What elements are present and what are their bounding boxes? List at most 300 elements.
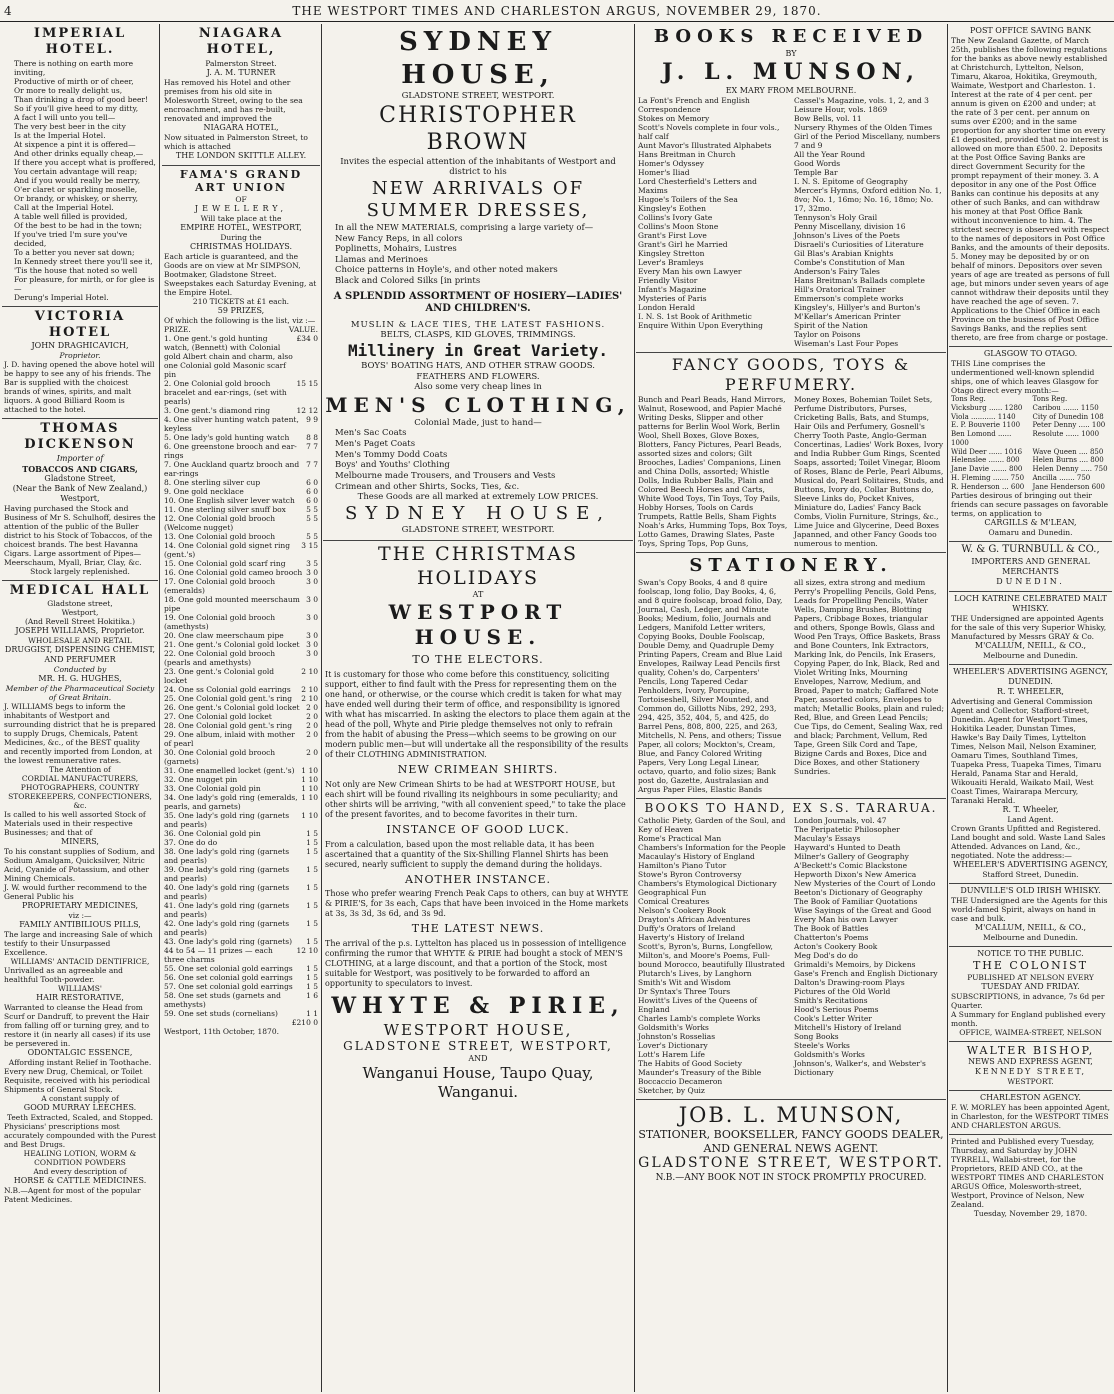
prize-value: 3 0: [306, 640, 318, 649]
ad-line: WILLIAMS' ANTACID DENTIFRICE,: [10, 956, 150, 966]
ad-line: BELTS, CLASPS, KID GLOVES, TRIMMINGS.: [380, 330, 576, 341]
prize-value: 3 0: [306, 568, 318, 577]
list-item: Spirit of the Nation: [794, 321, 868, 330]
table-cell: Jane Henderson 600: [1032, 482, 1105, 491]
ad-line: FAMILY ANTIBILIOUS PILLS,: [19, 919, 141, 929]
list-item: Catholic Piety, Garden of the Soul, and Key of Heaven: [638, 815, 786, 834]
list-item: Hepworth Dixon's New America: [794, 869, 917, 879]
list-item: Grant's Girl he Married: [638, 240, 728, 249]
ad-heading: WHEELER'S ADVERTISING AGENCY, DUNEDIN.: [953, 666, 1108, 686]
ad-line: NIAGARA HOTEL,: [203, 122, 279, 132]
table-cell: Wave Queen .... 850: [1032, 447, 1104, 456]
ad-line: Teeth Extracted, Scaled, and Stopped.: [6, 1112, 154, 1122]
list-item: Crimean and other Shirts, Socks, Ties, &c.: [335, 481, 520, 492]
ad-body: Has removed his Hotel and other premises from his old site in Molesworth Street, owing to the sea encroachment, and has re-built, renovated and improved the: [164, 77, 303, 123]
list-item: Grant's First Love: [638, 231, 707, 240]
tararua-list: [638, 816, 944, 1095]
prize-name: 25. One Colonial gold gent.'s ring: [164, 694, 293, 703]
proprietor-name: JOHN DRAGHICAVICH,: [31, 341, 129, 350]
prize-value: 2 0: [306, 712, 318, 721]
ad-body: Of which the following is the list, viz :—: [164, 316, 316, 325]
list-item: Lord Chesterfield's Letters and Maxims: [638, 177, 757, 195]
ad-address: GLADSTONE STREET, WESTPORT.: [638, 1155, 944, 1172]
ad-line: A SPLENDID ASSORTMENT OF HOSIERY—LADIES' AND CHILDREN'S.: [333, 290, 623, 315]
ad-heading: LOCH KATRINE CELEBRATED MALT WHISKY.: [954, 593, 1107, 613]
poem: [4, 59, 156, 302]
table-cell: Caribou ....... 1150: [1032, 403, 1099, 412]
ad-line: MR. H. G. HUGHES,: [38, 673, 122, 683]
table-row: [164, 703, 318, 712]
table-row: [164, 829, 318, 838]
column-rule: [159, 24, 160, 1392]
prize-value: 3 0: [306, 595, 318, 604]
list-item: Mysteries of Paris: [638, 294, 707, 303]
prize-value: 15 15: [296, 379, 318, 388]
table-row: [164, 919, 318, 937]
ad-body: Advertising and General Commission Agent and Collector, Stafford-street, Dunedin. Agent for Westport Times, Hokitika Leader, Dunstan Times, Hawke's Bay Daily Times, Lyttelton Times, Nelson Mail, Nelson Examiner, Oamaru Times, Southland Times, Tuapeka Press, Tuapeka Times, Timaru Herald, Panama Star and Herald, Wikouaiti Herald, Waikato Mail, West Coast Times, Wairarapa Mercury, Taranaki Herald.: [951, 696, 1102, 805]
list-item: Sketcher, by Quiz: [638, 1085, 705, 1095]
book-list-left: [638, 96, 788, 348]
table-row: [164, 982, 318, 991]
ad-line: MEN'S CLOTHING,: [325, 392, 631, 417]
poem-line: Or brandy, or whiskey, or sherry,: [14, 193, 138, 203]
ad-line: A constant supply of: [41, 1093, 119, 1103]
prize-name: 35. One lady's gold ring (garnets and pearls): [164, 811, 290, 829]
list-item: New Fancy Reps, in all colors: [335, 233, 463, 244]
table-row: [164, 838, 318, 847]
ad-body: N.B.—Agent for most of the popular Patent Medicines.: [4, 1185, 141, 1204]
list-item: Milner's Gallery of Geography: [794, 851, 909, 861]
dunville-ad: [949, 884, 1112, 947]
section-heading: TO THE ELECTORS.: [412, 653, 544, 667]
list-item: Johnson's Lives of the Poets: [794, 231, 900, 240]
ad-line: Oamaru and Dunedin.: [988, 528, 1073, 538]
ad-sub: Importer of: [56, 453, 104, 463]
prize-value: 2 10: [301, 685, 318, 694]
ad-body: Unrivalled as an agreeable and healthful Tooth-powder.: [4, 965, 123, 984]
coat-list: [325, 428, 631, 492]
list-item: Chambers's Information for the People: [638, 842, 786, 852]
list-item: La Font's French and English Correspondence: [638, 96, 750, 114]
ad-line: HEALING LOTION, WORM & CONDITION POWDERS: [23, 1148, 137, 1167]
list-item: Taylor on Poisons: [794, 330, 861, 339]
ad-body: From a calculation, based upon the most reliable data, it has been ascertained that a quantity of the Six-Shilling Flannel Shirts has been secured, nearly sufficient to supply the demand during the holidays.: [325, 839, 609, 869]
list-item: Cook's Letter Writer: [794, 1013, 872, 1023]
ad-line: PROPRIETARY MEDICINES,: [21, 900, 139, 910]
prize-value: 6 0: [306, 478, 318, 487]
list-item: Dalton's Drawing-room Plays: [794, 977, 905, 987]
list-item: Song Books: [794, 1031, 839, 1041]
ad-line: SYDNEY HOUSE,: [345, 502, 611, 524]
list-item: Smith's Wit and Wisdom: [638, 977, 731, 987]
ad-line: viz :—: [68, 910, 92, 920]
ad-body: Now situated in Palmerston Street, to which is attached: [164, 132, 308, 151]
list-item: Stowe's Byron Controversy: [638, 869, 742, 879]
poem-line: 'Tis the house that noted so well: [14, 265, 138, 275]
prize-name: 27. One Colonial gold locket: [164, 712, 272, 721]
prize-name: 36. One Colonial gold pin: [164, 829, 261, 838]
prize-value: 3 0: [306, 649, 318, 658]
ad-body: Crown Grants Upfitted and Registered. Land bought and sold. Waste Land Sales Attended. Advances on Land, &c., negotiated. Note the address:—: [951, 823, 1106, 860]
ad-line: Melbourne and Dunedin.: [983, 650, 1078, 660]
prize-value: 1 10: [301, 784, 318, 793]
ad-address: Palmerston Street.: [205, 58, 277, 68]
ad-heading: VICTORIA HOTEL: [34, 308, 126, 340]
prize-name: 18. One gold mounted meerschaum pipe: [164, 595, 300, 613]
table-row: [164, 514, 318, 532]
list-item: Gil Blas's Arabian Knights: [794, 249, 894, 258]
list-item: Infant's Magazine: [638, 285, 707, 294]
ad-body: A Summary for England published every month.: [951, 1009, 1106, 1028]
list-item: Gase's French and English Dictionary: [794, 968, 938, 978]
table-row: [164, 847, 318, 865]
list-item: Hans Breitman in Church: [638, 150, 736, 159]
ad-line: JEWELLERY,: [194, 204, 288, 213]
colonist-notice: [949, 947, 1112, 1042]
table-row: [164, 784, 318, 793]
list-item: Wise Sayings of the Great and Good: [794, 905, 932, 915]
ad-body: Invites the especial attention of the inhabitants of Westport and district to his: [340, 156, 616, 178]
prize-name: 56. One set colonial gold earrings: [164, 973, 293, 982]
ad-body: THIS Line comprises the undermentioned well-known splendid ships, one of which leaves Glasgow for Otago direct every month:—: [951, 359, 1099, 395]
list-item: Hill's Oratorical Trainer: [794, 285, 886, 294]
ad-line: TUESDAY AND FRIDAY.: [981, 981, 1080, 991]
column-2: [162, 24, 320, 1392]
column-4: [636, 24, 946, 1392]
prize-name: 37. One do do: [164, 838, 218, 847]
list-item: Stokes on Memory: [638, 114, 710, 123]
prize-value: 8 8: [306, 433, 318, 442]
fancy-goods-ad: [636, 353, 946, 553]
ad-heading: THOMAS DICKENSON: [24, 421, 136, 453]
tararua-list-left: [638, 816, 788, 1095]
poem-line: There is nothing on earth more inviting,: [14, 58, 134, 77]
table-row: [164, 478, 318, 487]
table-row: [164, 460, 318, 478]
list-item: London Herald: [638, 303, 696, 312]
ad-heading: GLASGOW TO OTAGO.: [983, 349, 1078, 358]
ad-line: OFFICE, WAIMEA-STREET, NELSON: [959, 1027, 1102, 1037]
ad-body: Physicians' prescriptions most accurately compounded with the Purest and Best Drugs.: [4, 1121, 156, 1149]
list-item: I. N. S. 1st Book of Arithmetic: [638, 312, 752, 321]
list-item: Collins's Moon Stone: [638, 222, 719, 231]
ad-heading: IMPERIAL HOTEL.: [33, 26, 127, 58]
prize-value: 1 1: [306, 1009, 318, 1018]
list-item: Tennyson's Holy Grail: [794, 213, 878, 222]
poem-line: O'er claret or sparkling moselle,: [14, 184, 138, 194]
list-item: Goldsmith's Works: [638, 1022, 709, 1032]
ad-line: Stafford Street, Dunedin.: [982, 869, 1079, 879]
ad-line: Land Agent.: [1007, 814, 1054, 824]
ad-line: WESTPORT.: [1007, 1077, 1054, 1087]
list-item: Howitt's Lives of the Queens of England: [638, 995, 758, 1014]
table-row: [164, 334, 318, 379]
table-cell: Resolute ...... 1000: [1032, 430, 1100, 438]
table-row: [164, 883, 318, 901]
table-row: [164, 712, 318, 721]
ad-body: Warranted to cleanse the Head from Scurf or Dandruff, to prevent the Hair from falling off or turning grey, and to restore it (in nearly all cases) if its use be persevered in.: [4, 1002, 151, 1048]
prize-name: 40. One lady's gold ring (garnets and pearls): [164, 883, 290, 901]
ad-body: Those who prefer wearing French Peak Caps to others, can buy at WHYTE & PIRIE'S, for 3s each, Caps that have been invoiced in the Home markets at 3s, 3s 3d, 3s 6d, and 3s 9d.: [325, 889, 629, 919]
table-row: [164, 730, 318, 748]
prize-value: 5 5: [306, 532, 318, 541]
ad-line: NEW ARRIVALS OF SUMMER DRESSES,: [366, 177, 590, 222]
prize-name: 59. One set studs (cornelians): [164, 1009, 278, 1018]
prize-name: 8. One sterling silver cup: [164, 478, 261, 487]
prize-name: 2. One Colonial gold brooch bracelet and ear-rings, (set with pearls): [164, 379, 287, 406]
ad-line: BOYS' BOATING HATS, AND OTHER STRAW GOODS.: [361, 360, 595, 371]
ad-town: Westport,: [61, 607, 99, 617]
prize-name: 10. One English silver lever watch: [164, 496, 295, 505]
ad-line: KENNEDY STREET,: [974, 1067, 1087, 1077]
ad-heading: W. & G. TURNBULL & CO.,: [961, 544, 1100, 556]
munson-ad: [636, 1100, 946, 1189]
ad-line: THE COLONIST: [972, 958, 1089, 972]
prize-name: 57. One set colonial gold earrings: [164, 982, 293, 991]
table-cell: Jane Davie ....... 800: [951, 465, 1023, 473]
ad-heading: DUNVILLE'S OLD IRISH WHISKY.: [960, 885, 1101, 895]
poem-line: If you've tried I'm sure you've decided,: [14, 229, 128, 248]
list-item: Steele's Works: [794, 1040, 850, 1050]
stationery-ad: [636, 553, 946, 799]
ad-date: Westport, 11th October, 1870.: [164, 1027, 279, 1036]
ad-line: WHYTE & PIRIE,: [331, 993, 625, 1020]
list-item: I. N. S. Epitome of Geography: [794, 177, 908, 186]
list-item: Rome's Practical Man: [638, 833, 722, 843]
list-item: Wiseman's Last Four Popes: [794, 339, 899, 348]
poem-line: Derung's Imperial Hotel.: [14, 292, 109, 302]
prize-value: 1 5: [306, 883, 318, 892]
poem-line: Of the best to be had in the town;: [14, 220, 143, 230]
ad-line: MUSLIN & LACE TIES, THE LATEST FASHIONS.: [350, 319, 606, 330]
list-item: A'Beckett's Comic Blackstone: [794, 860, 908, 870]
ad-heading: POST OFFICE SAVING BANK: [970, 26, 1091, 35]
list-item: Cassel's Magazine, vols. 1, 2, and 3: [794, 96, 929, 105]
ad-heading: NOTICE TO THE PUBLIC.: [977, 948, 1084, 958]
prize-value: 2 0: [306, 748, 318, 757]
list-item: Homer's Iliad: [638, 168, 690, 177]
prize-value: 5 5: [306, 514, 318, 523]
table-row: [164, 613, 318, 631]
list-item: The Peripatetic Philosopher: [794, 824, 900, 834]
niagara-hotel-ad: [162, 24, 320, 166]
section-heading: THE LATEST NEWS.: [411, 922, 545, 936]
proprietor-name: CHRISTOPHER BROWN: [379, 102, 577, 156]
prize-header: [164, 325, 318, 334]
list-item: Enquire Within Upon Everything: [638, 321, 763, 330]
ad-line: DRUGGIST, DISPENSING CHEMIST, AND PERFUMER: [4, 644, 156, 664]
wheeler-ad: [949, 665, 1112, 884]
list-item: In all the NEW MATERIALS, comprising a large variety of—: [335, 222, 594, 233]
table-header: Tons Reg.: [951, 395, 986, 403]
prize-value: 2 0: [306, 721, 318, 730]
prize-name: 24. One ss Colonial gold earrings: [164, 685, 291, 694]
list-item: Boccaccio Decameron: [638, 1076, 723, 1086]
ad-line: Affording instant Relief in Toothache.: [8, 1057, 152, 1067]
savings-bank-notice: [949, 24, 1112, 347]
table-row: [164, 379, 318, 406]
list-item: Maunder's Treasury of the Bible: [638, 1067, 762, 1077]
list-item: Boys' and Youths' Clothing: [335, 460, 450, 471]
list-item: Choice patterns in Hoyle's, and other noted makers: [335, 265, 558, 276]
list-item: Plutarch's Lives, by Langhorn: [638, 968, 752, 978]
table-row: [164, 973, 318, 982]
list-item: Lott's Harem Life: [638, 1049, 705, 1059]
fancy-list: [638, 395, 944, 548]
ad-line: NEWS AND EXPRESS AGENT,: [968, 1057, 1093, 1067]
list-item: Men's Paget Coats: [335, 439, 416, 449]
list-item: Scott's Novels complete in four vols., half calf: [638, 123, 780, 141]
column-3: [323, 24, 633, 1392]
prize-name: 32. One nugget pin: [164, 775, 238, 784]
ad-line: M'CALLUM, NEILL, & CO.,: [974, 640, 1087, 650]
list-item: Every Man his own Lawyer: [794, 914, 898, 924]
prize-value: 1 5: [306, 982, 318, 991]
list-item: Nelson's Cookery Book: [638, 905, 726, 915]
prize-name: 43. One lady's gold ring (garnets): [164, 937, 293, 946]
list-item: M'Kellar's American Printer: [794, 312, 901, 321]
list-item: Comical Creatures: [638, 896, 710, 906]
table-cell: H. Fleming ....... 750: [951, 473, 1025, 482]
prize-value: 3 5: [306, 559, 318, 568]
art-union-ad: [162, 166, 320, 1041]
ad-line: AT: [472, 590, 484, 600]
ad-line: 59 PRIZES,: [217, 306, 265, 315]
ad-body: Each article is guaranteed, and the Goods are on view at Mr SIMPSON, Bootmaker, Gladstone Street.: [164, 252, 301, 279]
prize-value: 2 10: [301, 694, 318, 703]
prize-name: 3. One gent.'s diamond ring: [164, 406, 271, 415]
ad-body: J. WILLIAMS begs to inform the inhabitants of Westport and surrounding district that he is prepared to supply Drugs, Chemicals, Patent Medicines, &c., of the BEST quality and recently imported from London, at the lowest remunerative rates.: [4, 701, 156, 765]
list-item: All the Year Round: [794, 150, 866, 159]
list-item: Mitchell's History of Ireland: [794, 1022, 902, 1032]
dress-list: [325, 223, 631, 287]
ad-body: Having purchased the Stock and Business of Mr S. Schulhoff, desires the attention of the public of the Buller district to his Stock of Tobaccos, of the choicest brands. The best Havanna Cigars. Large assortment of Pipes—Meerschaum, Myall, Briar, Clay, &c.: [4, 503, 156, 567]
prize-name: 31. One enamelled locket (gent.'s): [164, 766, 295, 775]
ad-body: It is customary for those who come before this constituency, soliciting support, either to find fault with the Press for representing them on the one hand, or otherwise, or the course which credit is taken for what may have ended well during their term of office, and responsibility is ignored with what has miscarried. In asking the electors to place them again at the head of the poll, Whyte and Pirie pledge themselves not only to refrain from the habit of abusing the Press—which seems to be growing on our modern public men—but will undertake all the responsibility of the results of their CLOTHING ADMINISTRATION.: [325, 670, 631, 760]
ad-heading: CHARLESTON AGENCY.: [980, 1093, 1081, 1103]
ad-address: GLADSTONE STREET, WESTPORT,: [343, 1039, 613, 1054]
prize-list: [164, 334, 318, 1018]
prize-value: 6 0: [306, 487, 318, 496]
list-item: Llamas and Merinoes: [335, 254, 428, 265]
ad-line: Millinery in Great Variety.: [347, 340, 609, 360]
ad-body: The arrival of the p.s. Lyttelton has placed us in possession of intelligence confirming the rumor that WHYTE & PIRIE had bought a stock of MEN'S CLOTHING, at a large discount, and that a portion of the Stock, most suitable for Westport, was positively to be forwarded to afford an opportunity to speculators to invest.: [325, 939, 627, 989]
ad-line: BY: [785, 48, 797, 58]
prize-value: 1 10: [301, 811, 318, 820]
list-item: Kingsley Stretton: [638, 249, 705, 258]
ad-body: THE Undersigned are appointed Agents for the sale of this very Superior Whisky, Manufactured by Messrs GRAY & Co.: [951, 613, 1107, 641]
list-item: The Book of Battles: [794, 923, 869, 933]
column-5: [949, 24, 1112, 1392]
list-item: Bow Bells, vol. 11: [794, 114, 862, 123]
list-item: Lever's Bramleys: [638, 258, 704, 267]
ad-address: GLADSTONE STREET, WESTPORT.: [401, 91, 555, 101]
ad-body: Parties desirous of bringing out their friends can secure passages on favorable terms, on application to: [951, 491, 1109, 519]
poem-line: Or more to really delight us,: [14, 85, 123, 95]
prize-value: 7 7: [306, 442, 318, 451]
ad-line: Member of the Pharmaceutical Society of Great Britain.: [5, 683, 155, 702]
prize-value: 3 0: [306, 631, 318, 640]
table-row: [164, 694, 318, 703]
list-item: Penny Miscellany, division 16: [794, 222, 906, 231]
poem-line: A table well filled is provided,: [14, 211, 128, 221]
prize-value: 3 0: [306, 577, 318, 586]
ad-heading: BOOKS RECEIVED: [653, 26, 929, 47]
poem-line: At sixpence a pint it is offered—: [14, 139, 136, 149]
column-rule: [321, 24, 322, 1392]
prize-name: 22. One Colonial gold brooch (pearls and amethysts): [164, 649, 276, 667]
prize-value: 3 15: [301, 541, 318, 550]
section-heading: NEW CRIMEAN SHIRTS.: [397, 763, 559, 777]
ad-line: And every description of: [33, 1166, 127, 1176]
ad-body: THE Undersigned are the Agents for this world-famed Spirit, always on hand in case and bulk.: [951, 895, 1108, 923]
list-item: Anderson's Fairy Tales: [794, 267, 880, 276]
table-row: [164, 631, 318, 640]
ad-line: THE LONDON SKITTLE ALLEY.: [175, 150, 307, 160]
prize-value: 1 5: [306, 937, 318, 946]
list-item: Emmerson's complete works: [794, 294, 904, 303]
list-item: Smith's Recitations: [794, 995, 868, 1005]
prize-name: 26. One gent.'s Colonial gold locket: [164, 703, 300, 712]
prize-value: 1 5: [306, 838, 318, 847]
page-number: 4: [4, 4, 12, 18]
table-cell: Helen Denny ..... 750: [1032, 465, 1108, 473]
ad-body: Not only are New Crimean Shirts to be had at WESTPORT HOUSE, but each shirt will be found rivalling its neighbours in some peculiarity; and other shirts will be arriving, "with all convenient speed," to take the place of the present favorites, and to become favorites in their turn.: [325, 779, 626, 819]
list-item: Scott's, Byron's, Burns, Longfellow, Milton's, and Moore's Poems, Full-bound Morocco, beautifully Illustrated: [638, 941, 785, 969]
ad-address: (And Revell Street Hokitika.): [24, 616, 136, 626]
prize-name: 1. One gent.'s gold hunting watch, (Bennett) with Colonial gold Albert chain and charm, also one Colonial gold Masonic scarf pin: [164, 334, 293, 379]
prize-name: 11. One sterling silver snuff box: [164, 505, 286, 514]
ad-heading: JOB. L. MUNSON,: [678, 1102, 904, 1127]
table-row: [164, 901, 318, 919]
ad-heading: SYDNEY HOUSE,: [398, 27, 558, 90]
westport-house-ad: [323, 541, 633, 1106]
list-item: Hood's Serious Poems: [794, 1004, 879, 1014]
poem-line: The very best beer in the city: [14, 121, 126, 131]
prize-value: 7 7: [306, 460, 318, 469]
ship-table: [951, 404, 1110, 492]
prize-name: 19. One Colonial gold brooch (amethysts): [164, 613, 276, 631]
table-cell: Wild Deer ...... 1016: [951, 447, 1023, 456]
ad-line: Melbourne and Dunedin.: [983, 932, 1078, 942]
list-item: Good Words: [794, 159, 841, 168]
prize-name: 38. One lady's gold ring (garnets and pearls): [164, 847, 290, 865]
table-row: [164, 1009, 318, 1018]
list-item: Men's Sac Coats: [335, 428, 407, 439]
prize-value: 9 9: [306, 415, 318, 424]
list-item: Hugoe's Toilers of the Sea: [638, 195, 738, 204]
list-item: Poplinetts, Mohairs, Lustres: [335, 244, 457, 255]
prize-value: 1 6: [306, 991, 318, 1000]
ad-line: R. T. Wheeler,: [1002, 804, 1059, 814]
table-row: [164, 505, 318, 514]
proprietor-name: JOSEPH WILLIAMS, Proprietor.: [15, 625, 145, 635]
table-row: [164, 406, 318, 415]
list-item: Grimaldi's Memoirs, by Dickens: [794, 959, 916, 969]
prize-name: 39. One lady's gold ring (garnets and pearls): [164, 865, 290, 883]
ad-body: J. D. having opened the above hotel will be happy to see any of his friends. The Bar is supplied with the choicest brands of wines, spirits, and malt liquors. A good Billiard Room is attached to the hotel.: [4, 360, 155, 414]
prize-value: 2 10: [301, 667, 318, 676]
list-item: Men's Tommy Dodd Coats: [335, 449, 448, 460]
walter-bishop-ad: [949, 1042, 1112, 1092]
list-item: Maculay's Essays: [794, 833, 861, 843]
prize-value: 1 5: [306, 829, 318, 838]
list-item: London Journals, vol. 47: [794, 815, 887, 825]
ad-line: Colonial Made, just to hand—: [414, 417, 542, 428]
prize-value: 1 5: [306, 973, 318, 982]
table-row: [164, 865, 318, 883]
prize-name: 12. One Colonial gold brooch (Welcome nugget): [164, 514, 276, 532]
